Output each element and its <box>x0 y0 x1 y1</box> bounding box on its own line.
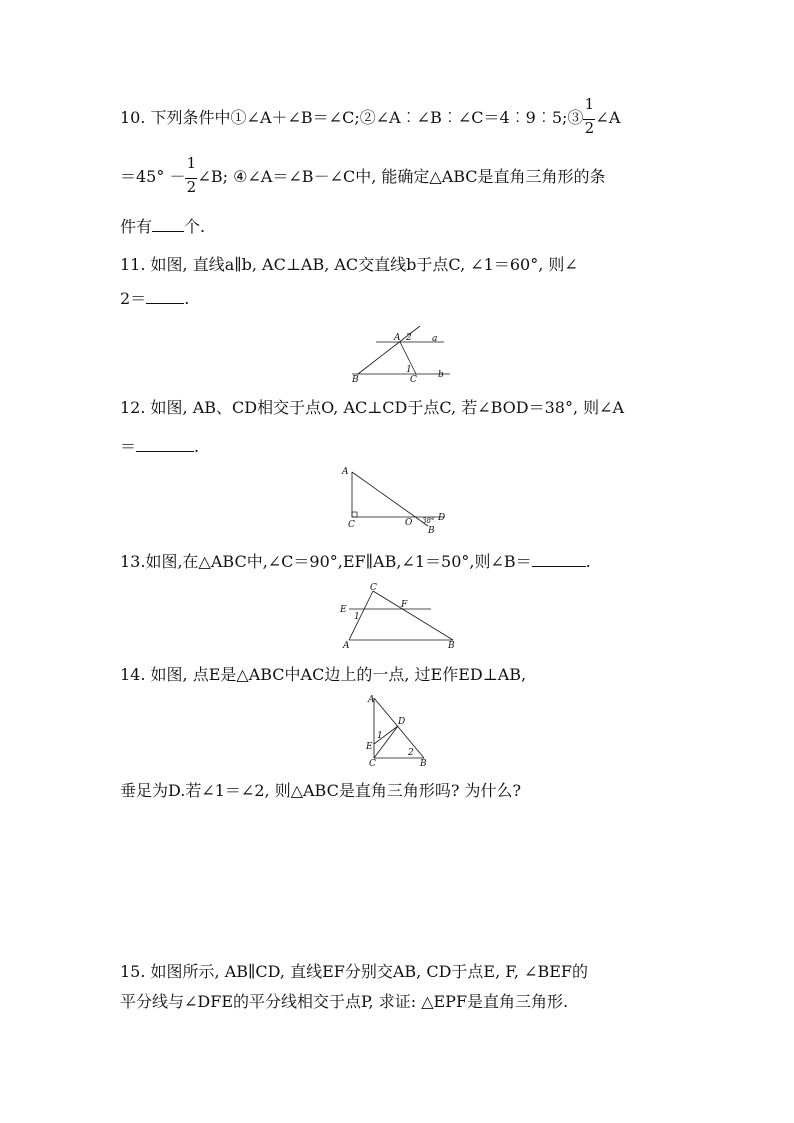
fig-label-A: A <box>342 467 349 477</box>
q15-line2: 平分线与∠DFE的平分线相交于点P, 求证: △EPF是直角三角形. <box>120 992 569 1011</box>
q12-line2: ＝ . <box>120 437 200 456</box>
fig-label-E: E <box>340 605 347 615</box>
q14-line1: 14. 如图, 点E是△ABC中AC边上的一点, 过E作ED⊥AB, <box>120 665 527 684</box>
fig-label-1: 1 <box>354 612 360 622</box>
fig-label-F: F <box>401 600 408 610</box>
fig-label-A: A <box>394 333 401 343</box>
fig-label-D: D <box>398 717 406 727</box>
fig-label-angle: 38° <box>422 517 435 525</box>
fig-label-b: b <box>438 370 444 380</box>
fig-label-a: a <box>432 334 438 344</box>
answer-blank[interactable] <box>532 552 586 567</box>
q11-line1: 11. 如图, 直线a∥b, AC⊥AB, AC交直线b于点C, ∠1＝60°, 则∠ <box>120 255 578 274</box>
q12-figure <box>340 462 455 534</box>
fig-label-B: B <box>428 526 435 534</box>
q10-line3: 件有 个. <box>120 217 206 236</box>
fig-label-A: A <box>343 641 350 649</box>
fig-label-E: E <box>366 742 373 752</box>
q14-line2: 垂足为D.若∠1＝∠2, 则△ABC是直角三角形吗? 为什么? <box>120 781 522 800</box>
fig-label-A: A <box>368 695 375 705</box>
fig-label-D: D <box>438 513 446 523</box>
q14-figure <box>362 692 432 768</box>
fig-label-1: 1 <box>377 731 383 741</box>
q10-line1: 10. 下列条件中①∠A＋∠B＝∠C;②∠A︰∠B︰∠C＝4︰9︰5;③ $\frac{1}{2}$ ∠A <box>120 94 621 137</box>
fig-label-C: C <box>410 375 417 384</box>
fig-label-B: B <box>352 375 359 384</box>
fig-label-2: 2 <box>408 748 414 758</box>
q13-figure <box>337 583 465 649</box>
fraction-half: $\frac{1}{2}$ <box>584 94 595 137</box>
answer-blank[interactable] <box>136 437 194 452</box>
fig-label-C: C <box>348 520 355 530</box>
q15-line1: 15. 如图所示, AB∥CD, 直线EF分别交AB, CD于点E, F, ∠BEF的 <box>120 962 588 981</box>
answer-blank[interactable] <box>152 217 184 232</box>
fraction-half: $\frac{1}{2}$ <box>186 153 197 196</box>
q10-line2: ＝45° － $\frac{1}{2}$ ∠B; ④∠A＝∠B－∠C中, 能确定△ABC是直角三角形的条 <box>120 153 606 196</box>
fig-label-C: C <box>370 583 377 593</box>
fig-label-B: B <box>448 641 455 649</box>
fig-label-1: 1 <box>406 365 412 375</box>
q11-line2: 2＝ . <box>120 289 190 308</box>
q12-line1: 12. 如图, AB、CD相交于点O, AC⊥CD于点C, 若∠BOD＝38°, 则∠A <box>120 398 625 417</box>
fig-label-C: C <box>369 759 376 768</box>
answer-blank[interactable] <box>146 289 184 304</box>
fig-label-B: B <box>420 759 427 768</box>
q13-line1: 13.如图,在△ABC中,∠C＝90°,EF∥AB,∠1＝50°,则∠B＝ . <box>120 552 591 571</box>
fig-label-O: O <box>405 518 413 528</box>
fig-label-2: 2 <box>406 333 412 343</box>
q11-figure <box>348 322 478 384</box>
